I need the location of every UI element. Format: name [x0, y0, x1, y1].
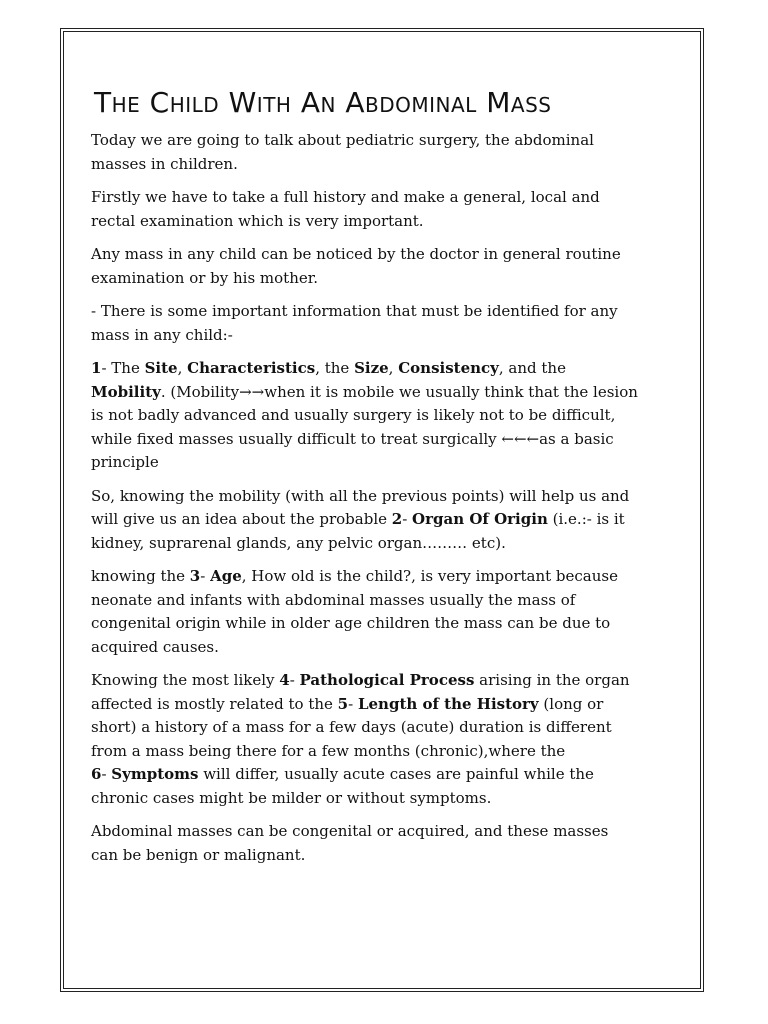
paragraph-intro: Today we are going to talk about pediatric surgery, the abdominal masses in children. [91, 131, 594, 173]
point-number: 2 [391, 510, 403, 528]
point-number: 5 [337, 694, 349, 713]
term-length-of-history: Length of the History [357, 694, 539, 713]
paragraph-history: Firstly we have to take a full history and make a general, local and rectal examination which is very important. [91, 188, 600, 230]
point-number: 1 [91, 359, 102, 377]
point-number: 3 [189, 567, 201, 585]
paragraph-points-4-6: Knowing the most likely 4- Pathological Process arising in the organ affected is mostly related to the 5- Length of the History (long or short) a history of a mass for a few days (acute) duration is different from a mass being there for a few months (chronic),where the 6- Symptoms will differ, usually acute cases are painful while the chronic cases might be milder or without symptoms. [91, 671, 630, 807]
term-organ-of-origin: Organ Of Origin [412, 510, 548, 528]
term-age: Age [210, 567, 242, 585]
term-mobility: Mobility [91, 382, 161, 401]
term-consistency: Consistency [398, 359, 499, 377]
page-title: The Child With An Abdominal Mass [94, 86, 552, 119]
paragraph-conclusion: Abdominal masses can be congenital or acquired, and these masses can be benign or malignant. [91, 822, 609, 864]
paragraph-point-3: knowing the 3- Age, How old is the child?, is very important because neonate and infants with abdominal masses usually the mass of congenital origin while in older age children the mass can be due to acquired causes. [91, 567, 618, 656]
term-pathological-process: Pathological Process [299, 671, 475, 689]
term-size: Size [354, 359, 389, 377]
point-number: 4 [279, 671, 290, 689]
paragraph-important-info: - There is some important information that must be identified for any mass in any child:- [91, 302, 618, 344]
point-number: 6 [91, 765, 102, 783]
term-characteristics: Characteristics [187, 359, 316, 377]
paragraph-noticed: Any mass in any child can be noticed by the doctor in general routine examination or by his mother. [91, 245, 621, 287]
document-body [91, 86, 639, 877]
term-site: Site [144, 359, 178, 377]
term-symptoms: Symptoms [111, 765, 199, 783]
paragraph-point-2: So, knowing the mobility (with all the previous points) will help us and will give us an idea about the probable 2- Organ Of Origin (i.e.:- is it kidney, suprarenal glands, any pelvic organ……… etc). [91, 486, 630, 552]
paragraph-point-1: 1- The Site, Characteristics, the Size, Consistency, and the Mobility. (Mobility→→when it is mobile we usually think that the lesion is not badly advanced and usually surgery is likely not to be difficult, while fixed masses usually difficult to treat surgically ←←←as a basic principle [91, 359, 638, 471]
